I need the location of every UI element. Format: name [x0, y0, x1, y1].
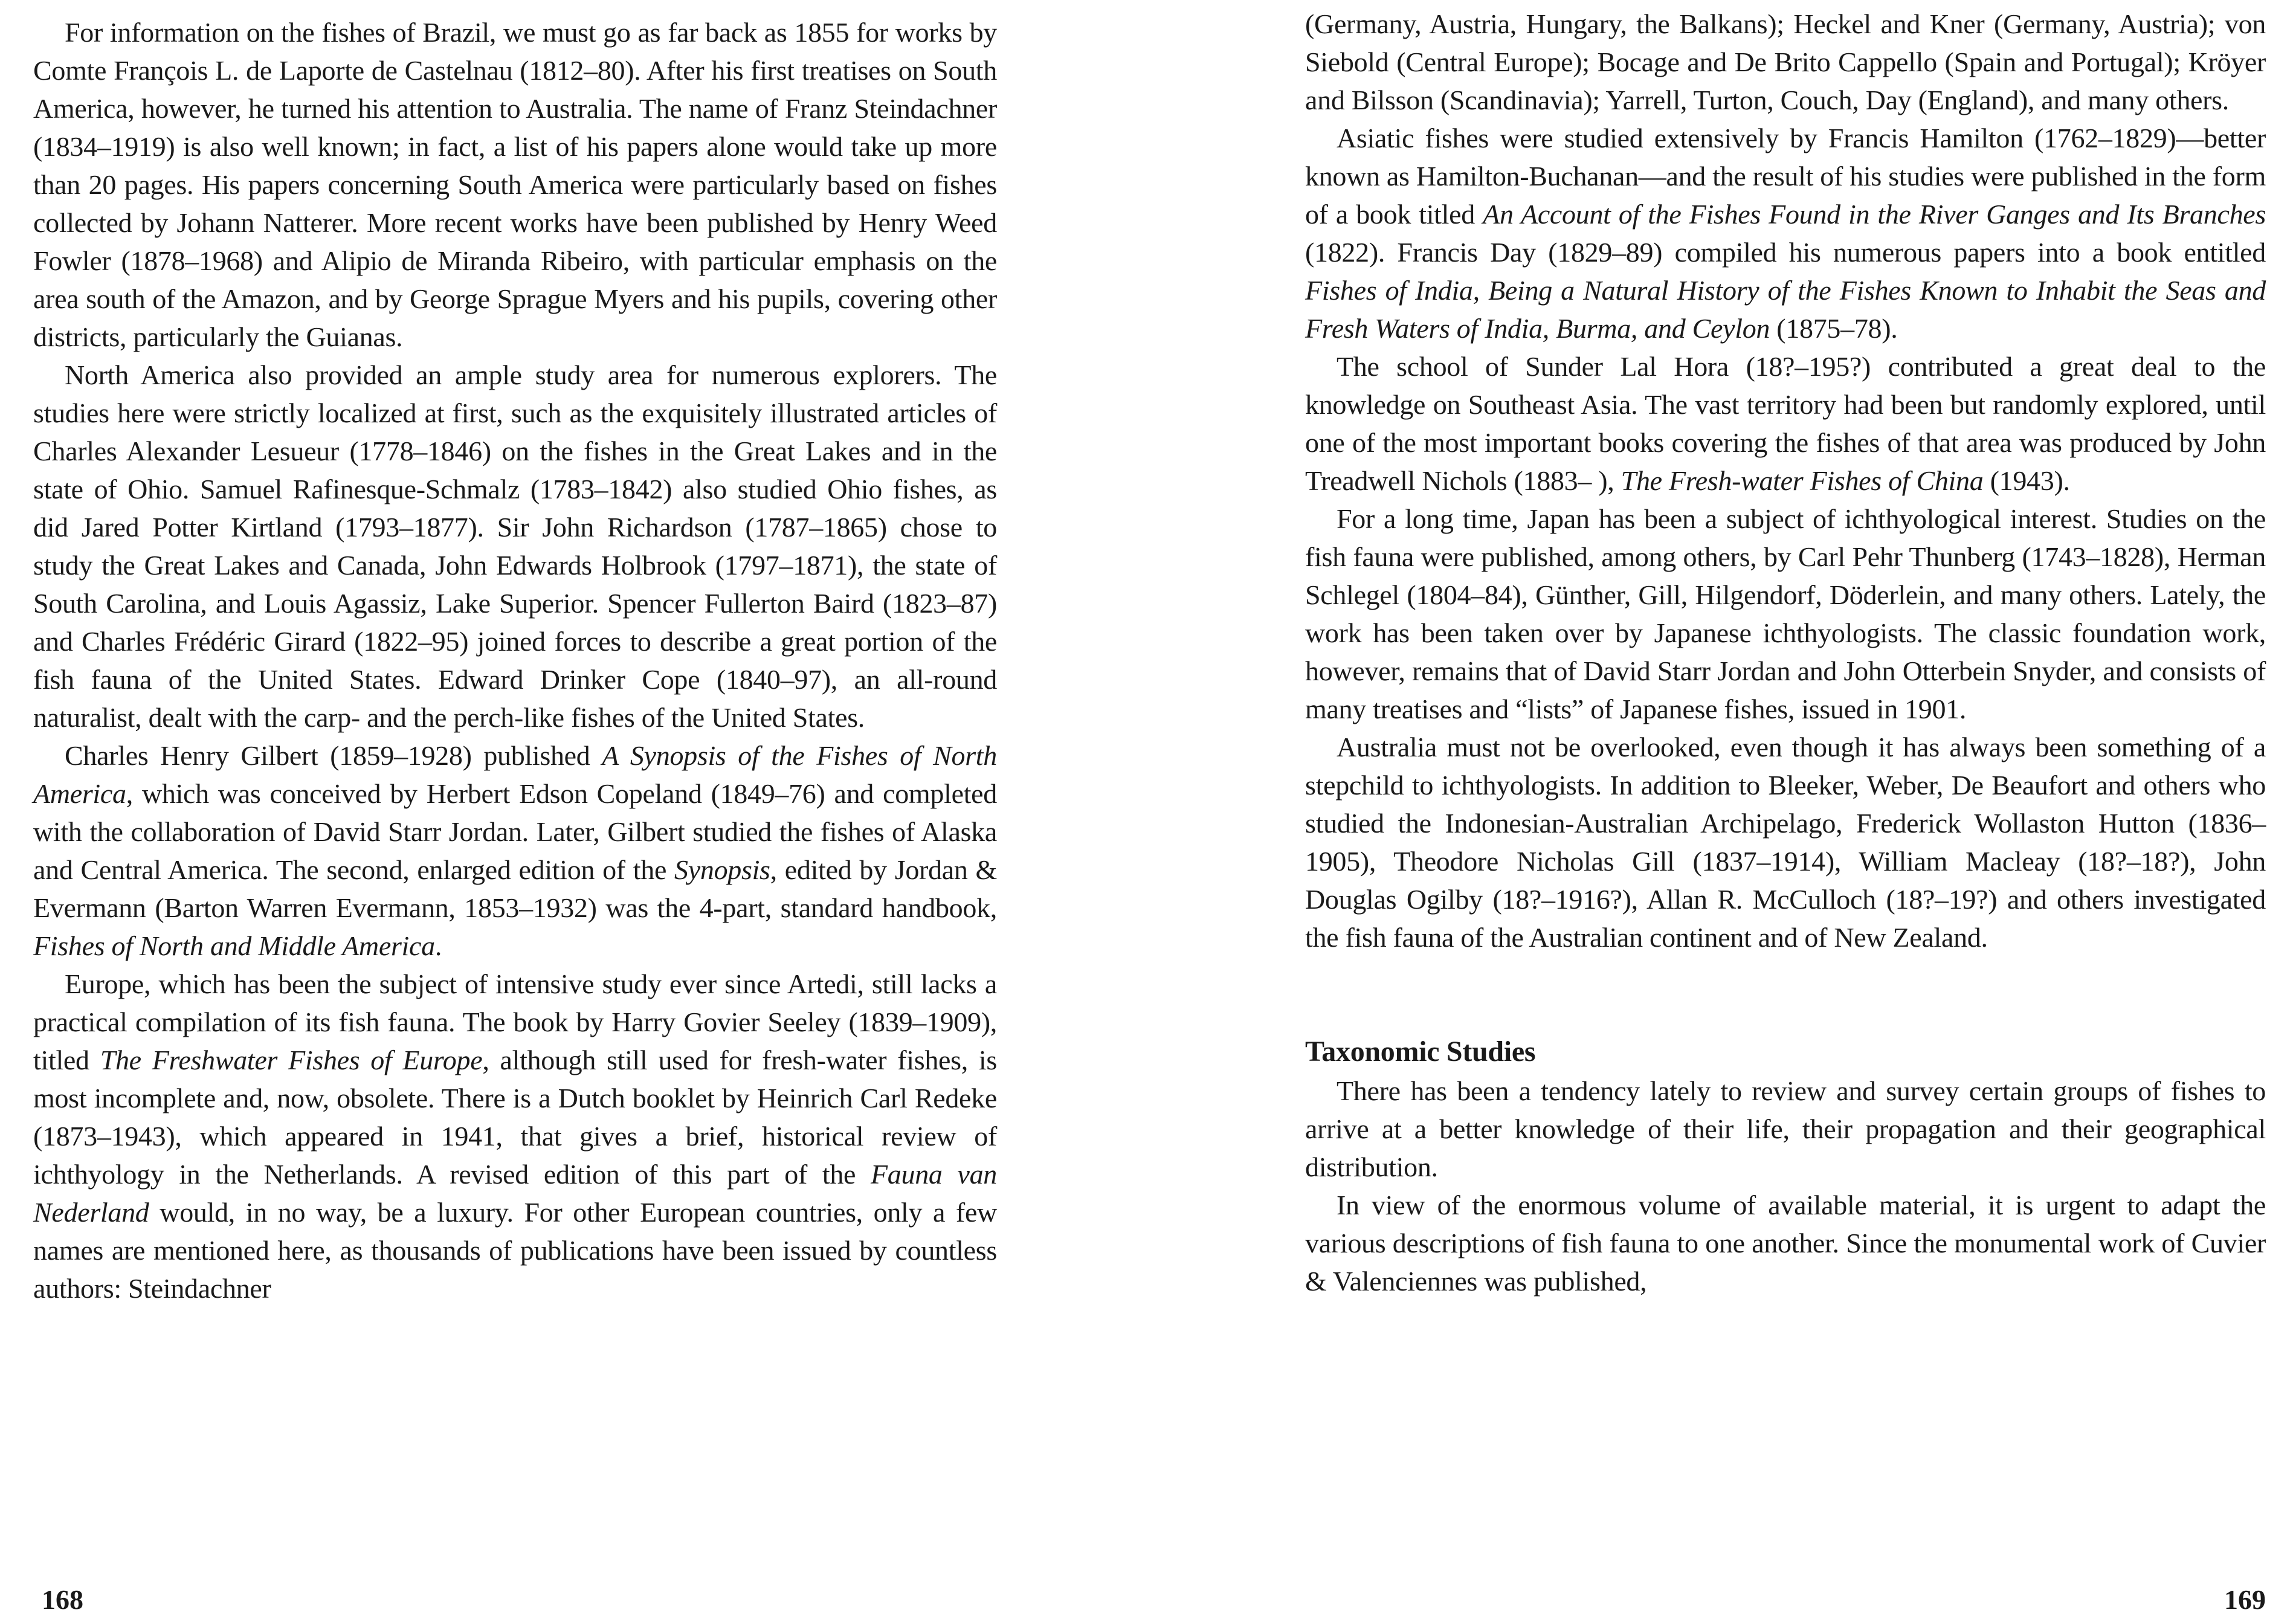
text-segment: For information on the fishes of Brazil, we must go as far back as 1855 for works by Comte François L. de Laporte de Castelnau (1812–80). After his first treatises on South America, however, he turned his attention to Australia. The name of Franz Steindachner (1834–1919) is also well known; in fact, a list of his papers alone would take up more than 20 pages. His papers concerning South America were particularly based on fishes collected by Johann Natterer. More recent works have been published by Henry Weed Fowler (1878–1968) and Alipio de Miranda Ribeiro, with particular emphasis on the area south of the Amazon, and by George Sprague Myers and his pupils, covering other districts, particularly the Guianas.: [33, 17, 997, 352]
text-segment: There has been a tendency lately to review and survey certain groups of fishes to arrive at a better knowledge of their life, their propagation and their geographical distribution.: [1305, 1075, 2266, 1182]
paragraph-europe-continued: [1305, 5, 2266, 119]
book-title: Synopsis: [674, 854, 770, 885]
book-title: Fauna van Nederland: [33, 1159, 997, 1228]
paragraph-japan: [1305, 500, 2266, 728]
text-segment: (1822). Francis Day (1829–89) compiled his numerous papers into a book entitled: [1305, 237, 2266, 268]
book-title: An Account of the Fishes Found in the River Ganges and Its Branches: [1483, 199, 2266, 230]
paragraph-europe: [33, 965, 997, 1307]
text-segment: , which was conceived by Herbert Edson Copeland (1849–76) and completed with the collaboration of David Starr Jordan. Later, Gilbert studied the fishes of Alaska and Central America. The second, enlarged edition of the: [33, 778, 997, 885]
section-heading: Taxonomic Studies: [1305, 1036, 1536, 1068]
right-page-body: [1305, 5, 2266, 1300]
paragraph-australia: [1305, 728, 2266, 956]
book-title: Fishes of North and Middle America: [33, 930, 435, 961]
right-page: [1305, 0, 2266, 1624]
text-segment: Charles Henry Gilbert (1859–1928) published: [65, 740, 602, 771]
paragraph-southeast-asia: [1305, 347, 2266, 500]
page-number-left: 168: [42, 1584, 83, 1615]
paragraph-asia: [1305, 119, 2266, 347]
paragraph-brazil: [33, 13, 997, 356]
text-segment: , edited by Jordan & Evermann (Barton Warren Evermann, 1853–1932) was the 4-part, standard handbook,: [33, 854, 997, 923]
text-segment: .: [434, 930, 442, 961]
text-segment: For a long time, Japan has been a subject of ichthyological interest. Studies on the fish fauna were published, among others, by Carl Pehr Thunberg (1743–1828), Herman Schlegel (1804–84), Günther, Gill, Hilgendorf, Döderlein, and many others. Lately, the work has been taken over by Japanese ichthyologists. The classic foundation work, however, remains that of David Starr Jordan and John Otterbein Snyder, and consists of many treatises and “lists” of Japanese fishes, issued in 1901.: [1305, 503, 2266, 724]
text-segment: The school of Sunder Lal Hora (18?–195?) contributed a great deal to the knowledge on Southeast Asia. The vast territory had been but randomly explored, until one of the most important books covering the fishes of that area was produced by John Treadwell Nichols (1883– ),: [1305, 351, 2266, 496]
text-segment: Asiatic fishes were studied extensively by Francis Hamilton (1762–1829)—better known as Hamilton-Buchanan—and the result of his studies were published in the form of a book titled: [1305, 123, 2266, 230]
book-title: The Fresh-water Fishes of China: [1621, 465, 1984, 496]
text-segment: In view of the enormous volume of available material, it is urgent to adapt the various descriptions of fish fauna to one another. Since the monumental work of Cuvier & Valenciennes was published,: [1305, 1190, 2266, 1297]
text-segment: (Germany, Austria, Hungary, the Balkans); Heckel and Kner (Germany, Austria); von Siebold (Central Europe); Bocage and De Brito Cappello (Spain and Portugal); Kröyer and Bilsson (Scandinavia); Yarrell, Turton, Couch, Day (England), and many others.: [1305, 8, 2266, 115]
left-page-body: [33, 13, 997, 1307]
page-number-right: 169: [2224, 1584, 2266, 1615]
left-page: [33, 0, 997, 1624]
book-title: A Synopsis of the Fishes of North America: [33, 740, 997, 809]
paragraph-north-america: [33, 356, 997, 736]
text-segment: Europe, which has been the subject of intensive study ever since Artedi, still lacks a practical compilation of its fish fauna. The book by Harry Govier Seeley (1839–1909), titled: [33, 968, 997, 1075]
book-title: The Freshwater Fishes of Europe: [100, 1045, 483, 1075]
text-segment: , although still used for fresh-water fishes, is most incomplete and, now, obsolete. There is a Dutch booklet by Heinrich Carl Redeke (1873–1943), which appeared in 1941, that gives a brief, historical review of ichthyology in the Netherlands. A revised edition of this part of the: [33, 1045, 997, 1190]
text-segment: (1875–78).: [1770, 313, 1898, 344]
text-segment: Australia must not be overlooked, even though it has always been something of a stepchild to ichthyologists. In addition to Bleeker, Weber, De Beaufort and others who studied the Indonesian-Australian Archipelago, Frederick Wollaston Hutton (1836–1905), Theodore Nicholas Gill (1837–1914), William Macleay (18?–18?), John Douglas Ogilby (18?–1916?), Allan R. McCulloch (18?–19?) and others investigated the fish fauna of the Australian continent and of New Zealand.: [1305, 732, 2266, 953]
paragraph-taxonomic-2: [1305, 1186, 2266, 1300]
paragraph-taxonomic-1: [1305, 1072, 2266, 1186]
text-segment: North America also provided an ample study area for numerous explorers. The studies here were strictly localized at first, such as the exquisitely illustrated articles of Charles Alexander Lesueur (1778–1846) on the fishes in the Great Lakes and in the state of Ohio. Samuel Rafinesque-Schmalz (1783–1842) also studied Ohio fishes, as did Jared Potter Kirtland (1793–1877). Sir John Richardson (1787–1865) chose to study the Great Lakes and Canada, John Edwards Holbrook (1797–1871), the state of South Carolina, and Louis Agassiz, Lake Superior. Spencer Fullerton Baird (1823–87) and Charles Frédéric Girard (1822–95) joined forces to describe a great portion of the fish fauna of the United States. Edward Drinker Cope (1840–97), an all-round naturalist, dealt with the carp- and the perch-like fishes of the United States.: [33, 359, 997, 733]
text-segment: (1943).: [1983, 465, 2070, 496]
paragraph-gilbert: [33, 736, 997, 965]
book-title: Fishes of India, Being a Natural History of the Fishes Known to Inhabit the Seas and Fresh Waters of India, Burma, and Ceylon: [1305, 275, 2266, 344]
text-segment: would, in no way, be a luxury. For other European countries, only a few names are mentioned here, as thousands of publications have been issued by countless authors: Steindachner: [33, 1197, 997, 1304]
